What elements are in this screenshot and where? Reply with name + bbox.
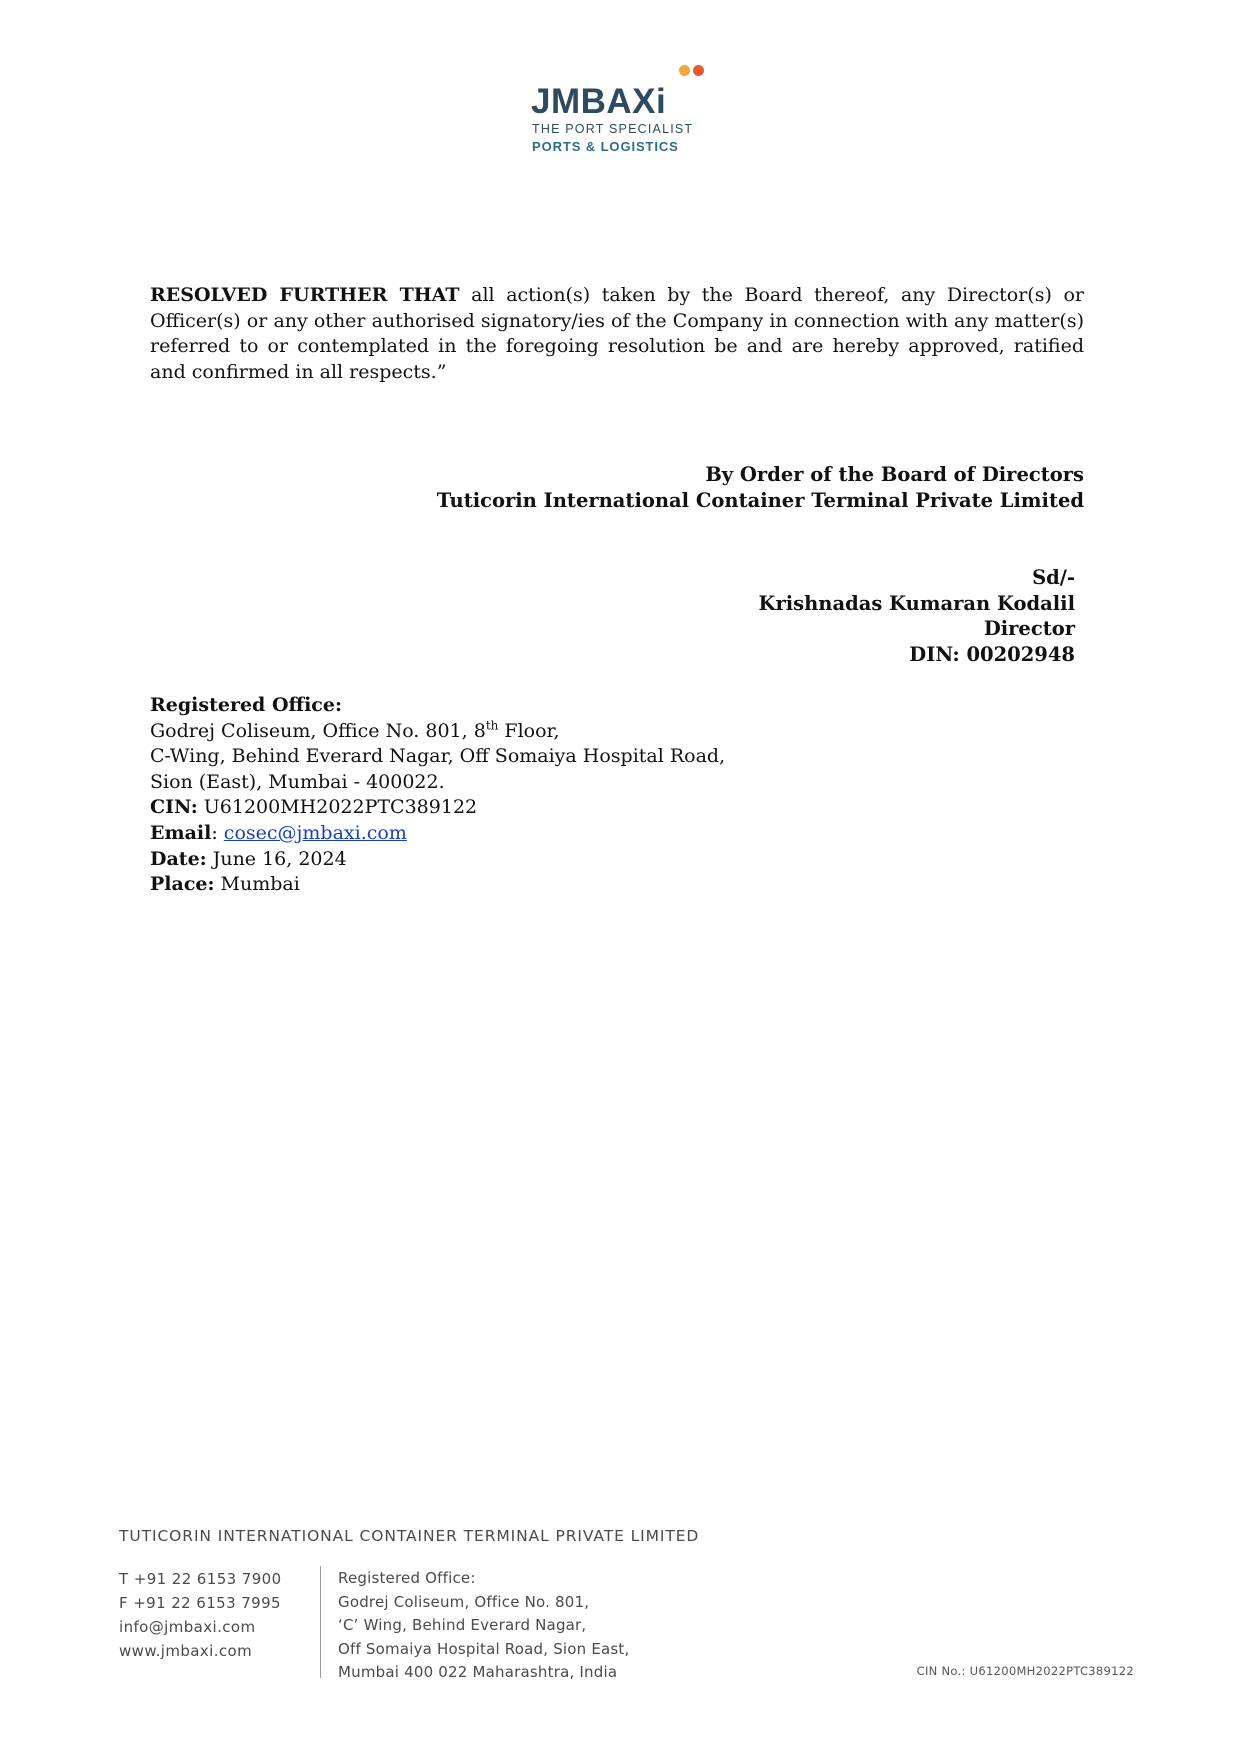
footer-office-line: Off Somaiya Hospital Road, Sion East,	[338, 1639, 630, 1658]
footer-fax: F +91 22 6153 7995	[119, 1594, 281, 1612]
email-line: Email: cosec@jmbaxi.com	[150, 821, 407, 844]
company-name-line: Tuticorin International Container Terminal Private Limited	[436, 489, 1084, 512]
signatory-din: DIN: 00202948	[909, 642, 1075, 666]
cin-line: CIN: U61200MH2022PTC389122	[150, 796, 478, 819]
date-line: Date: June 16, 2024	[150, 847, 347, 870]
email-link[interactable]: cosec@jmbaxi.com	[223, 821, 407, 844]
resolution-lead: RESOLVED FURTHER THAT	[150, 284, 460, 306]
company-logo	[531, 64, 711, 159]
place-line: Place: Mumbai	[150, 873, 300, 896]
registered-office-block	[150, 693, 725, 898]
footer-website: www.jmbaxi.com	[119, 1642, 253, 1660]
footer-contact-block	[119, 1567, 282, 1663]
signatory-block	[759, 565, 1076, 667]
logo-tagline: THE PORT SPECIALIST	[532, 122, 694, 136]
address-line-1: Godrej Coliseum, Office No. 801, 8th Floor,	[150, 718, 560, 742]
address-line-2: C-Wing, Behind Everard Nagar, Off Somaiya Hospital Road,	[150, 745, 726, 768]
logo-wordmark: JMBAXi	[531, 82, 667, 121]
footer-office-line: ‘C’ Wing, Behind Everard Nagar,	[338, 1616, 587, 1634]
logo-dots-icon	[679, 64, 709, 76]
signature-sd: Sd/-	[1032, 566, 1075, 589]
registered-office-heading: Registered Office:	[150, 694, 342, 716]
board-order-line: By Order of the Board of Directors	[705, 463, 1084, 486]
footer-divider	[320, 1566, 321, 1678]
address-line-3: Sion (East), Mumbai - 400022.	[150, 770, 445, 793]
footer-office-line: Mumbai 400 022 Maharashtra, India	[338, 1663, 618, 1681]
signatory-name: Krishnadas Kumaran Kodalil	[758, 591, 1075, 615]
footer-office-heading: Registered Office:	[338, 1569, 476, 1587]
resolution-paragraph	[150, 283, 1084, 385]
logo-dot-orange	[679, 65, 690, 76]
logo-division: PORTS & LOGISTICS	[532, 139, 679, 154]
footer-cin: CIN No.: U61200MH2022PTC389122	[916, 1664, 1134, 1678]
signatory-title: Director	[983, 617, 1075, 640]
footer-phone: T +91 22 6153 7900	[119, 1570, 282, 1588]
resolution-body: all action(s) taken by the Board thereof, any Director(s) or Officer(s) or any other authorised signatory/ies of the Company in connection with any matter(s) referred to or contemplated in the foregoing resolution be and are hereby approved, ratified and confirmed in all respects.”	[150, 284, 1084, 383]
footer-company-name: TUTICORIN INTERNATIONAL CONTAINER TERMINAL PRIVATE LIMITED	[119, 1527, 700, 1545]
board-order-block	[437, 462, 1084, 514]
logo-dot-red	[693, 65, 704, 76]
footer-email: info@jmbaxi.com	[119, 1618, 256, 1636]
footer-office-block	[338, 1567, 629, 1685]
footer-office-line: Godrej Coliseum, Office No. 801,	[338, 1592, 590, 1611]
